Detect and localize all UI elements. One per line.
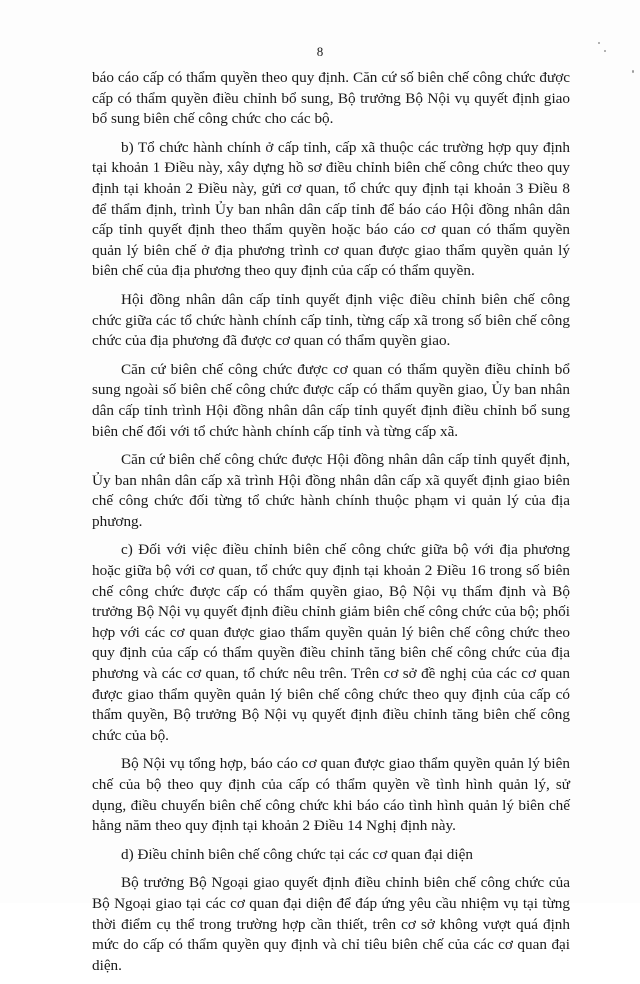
scan-speck xyxy=(632,70,634,73)
paragraph: báo cáo cấp có thẩm quyền theo quy định. Căn cứ số biên chế công chức được cấp có thẩm quyền điều chỉnh bổ sung, Bộ trưởng Bộ Nội vụ quyết định giao bổ sung biên chế công chức cho các bộ. xyxy=(92,69,570,128)
scan-speck xyxy=(598,42,600,44)
scan-speck xyxy=(604,50,606,52)
paragraph: Căn cứ biên chế công chức được cơ quan có thẩm quyền điều chỉnh bổ sung ngoài số biên chế công chức được cấp có thẩm quyền giao, Ủy ban nhân dân cấp tỉnh trình Hội đồng nhân dân cấp tỉnh quyết định điều chỉnh bổ sung biên chế đối với tổ chức hành chính cấp tỉnh và từng cấp xã. xyxy=(92,360,570,440)
page-number: 8 xyxy=(316,44,324,59)
paragraph: c) Đối với việc điều chỉnh biên chế công chức giữa bộ với địa phương hoặc giữa bộ với cơ quan, tổ chức quy định tại khoản 2 Điều 16 trong số biên chế công chức được cấp có thẩm quyền giao, Bộ Nội vụ thẩm định và Bộ trưởng Bộ Nội vụ quyết định điều chỉnh giảm biên chế công chức của bộ; phối hợp với các cơ quan được giao thẩm quyền quản lý biên chế công chức theo quy định của cấp có thẩm quyền điều chỉnh tăng biên chế công chức của địa phương và các cơ quan, tổ chức nêu trên. Trên cơ sở đề nghị của các cơ quan được giao thẩm quyền quản lý biên chế công chức theo quy định của cấp có thẩm quyền, Bộ trưởng Bộ Nội vụ quyết định điều chỉnh tăng biên chế công chức của bộ. xyxy=(92,541,570,744)
paragraph: Căn cứ biên chế công chức được Hội đồng nhân dân cấp tỉnh quyết định, Ủy ban nhân dân cấp xã trình Hội đồng nhân dân cấp xã quyết định giao biên chế công chức đối từng tổ chức hành chính thuộc phạm vi quản lý của địa phương. xyxy=(92,451,570,530)
paragraph: Bộ trưởng Bộ Ngoại giao quyết định điều chỉnh biên chế công chức của Bộ Ngoại giao tại các cơ quan đại diện để đáp ứng yêu cầu nhiệm vụ tại từng thời điểm cụ thể trong trường hợp cần thiết, trên cơ sở không vượt quá định mức do cấp có thẩm quyền quy định và chỉ tiêu biên chế của các cơ quan đại diện. xyxy=(92,874,570,974)
document-body xyxy=(92,68,570,984)
paragraph: Bộ Nội vụ tổng hợp, báo cáo cơ quan được giao thẩm quyền quản lý biên chế của bộ theo quy định của cấp có thẩm quyền về tình hình quản lý, sử dụng, điều chuyển biên chế công chức khi báo cáo tình hình quản lý biên chế hằng năm theo quy định tại khoản 2 Điều 14 Nghị định này. xyxy=(92,755,570,835)
paragraph: Hội đồng nhân dân cấp tỉnh quyết định việc điều chỉnh biên chế công chức giữa các tổ chức hành chính cấp tỉnh, từng cấp xã trong số biên chế công chức của địa phương đã được cơ quan có thẩm quyền giao. xyxy=(92,290,570,350)
paragraph: b) Tổ chức hành chính ở cấp tỉnh, cấp xã thuộc các trường hợp quy định tại khoản 1 Điều này, xây dựng hồ sơ điều chỉnh biên chế công chức theo quy định tại khoản 2 Điều này, gửi cơ quan, tổ chức quy định tại khoản 3 Điều 8 để thẩm định, trình Ủy ban nhân dân cấp tỉnh để báo cáo Hội đồng nhân dân cấp tỉnh quyết định theo thẩm quyền hoặc báo cáo cơ quan có thẩm quyền quản lý biên chế ở địa phương trình cơ quan được giao thẩm quyền quản lý biên chế của địa phương theo quy định của cấp có thẩm quyền. xyxy=(92,138,570,280)
section-heading-d: d) Điều chỉnh biên chế công chức tại các cơ quan đại diện xyxy=(121,845,473,863)
